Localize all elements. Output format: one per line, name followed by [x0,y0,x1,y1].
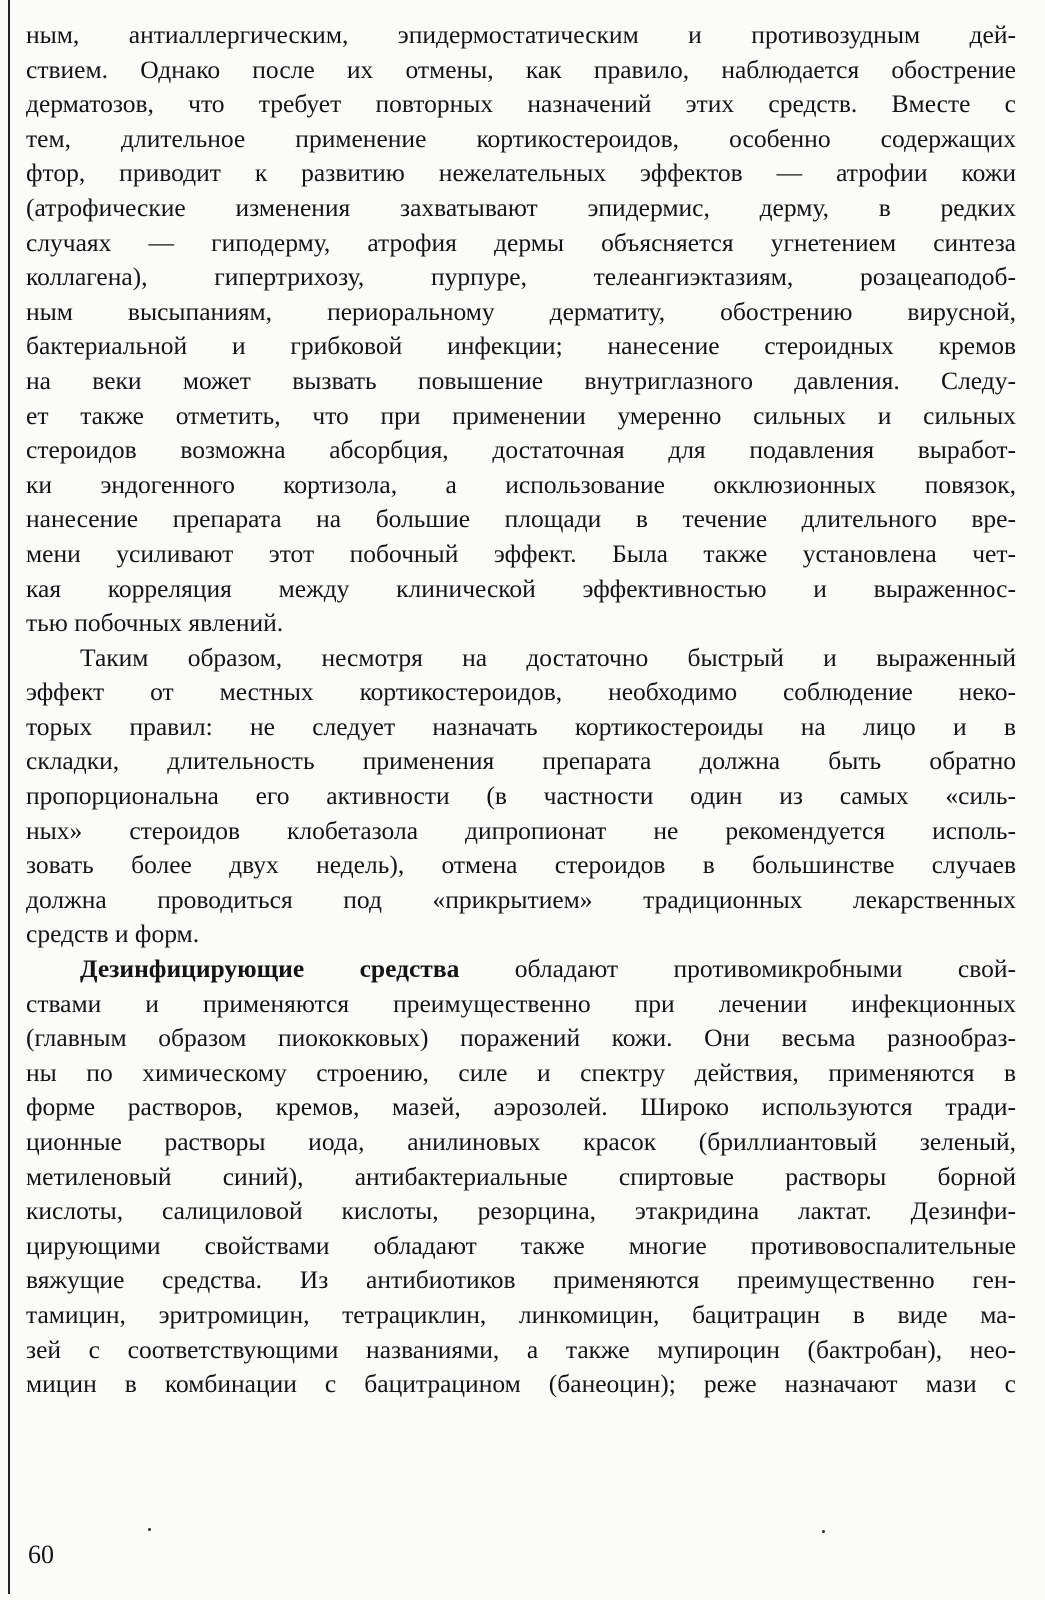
text-line: (главным образом пиококковых) поражений кожи. Они весьма разнообраз- [26,1023,1016,1053]
scan-speck [822,1530,825,1533]
text-line: ет также отметить, что при применении умеренно сильных и сильных [26,400,1016,430]
scan-speck [148,1528,151,1531]
text-line: мени усиливают этот побочный эффект. Была также установлена чет- [26,538,1016,568]
text-line: форме растворов, кремов, мазей, аэрозолей. Широко используются тради- [26,1092,1016,1122]
text-line: зей с соответствующими названиями, а также мупироцин (бактробан), нео- [26,1334,1016,1364]
paragraph-first-line [26,952,1016,987]
text-line: бактериальной и грибковой инфекции; нанесение стероидных кремов [26,331,1016,361]
text-line: дерматозов, что требует повторных назначений этих средств. Вместе с [26,89,1016,119]
text-line: цирующими свойствами обладают также многие противовоспалительные [26,1230,1016,1260]
text-line: нанесение препарата на большие площади в течение длительного вре- [26,504,1016,534]
text-line: торых правил: не следует назначать кортикостероиды на лицо и в [26,711,1016,741]
text-line: ционные растворы иода, анилиновых красок (бриллиантовый зеленый, [26,1127,1016,1156]
text-line: средств и форм. [26,919,200,949]
text-line: кая корреляция между клинической эффективностью и выраженнос- [26,573,1016,603]
text-line: тью побочных явлений. [26,608,284,638]
paragraph-first-line: Таким образом, несмотря на достаточно быстрый и выраженный [80,642,1016,672]
text-line: кислоты, салициловой кислоты, резорцина, этакридина лактат. Дезинфи- [26,1196,1016,1226]
text-line: ствием. Однако после их отмены, как правило, наблюдается обострение [26,54,1016,84]
text-line-rest: обладают противомикробными свой- [514,954,1016,984]
text-line: складки, длительность применения препарата должна быть обратно [26,746,1016,776]
text-line: ных» стероидов клобетазола дипропионат не рекомендуется исполь- [26,815,1016,845]
text-line: метиленовый синий), антибактериальные спиртовые растворы борной [26,1161,1016,1191]
text-line: зовать более двух недель), отмена стероидов в большинстве случаев [26,850,1016,880]
text-line: ны по химическому строению, силе и спектру действия, применяются в [26,1057,1016,1087]
text-line: вяжущие средства. Из антибиотиков применяются преимущественно ген- [26,1265,1016,1295]
text-line: мицин в комбинации с бацитрацином (банеоцин); реже назначают мази с [26,1369,1016,1399]
page-number: 60 [28,1540,54,1569]
text-line: (атрофические изменения захватывают эпидермис, дерму, в редких [26,192,1016,222]
text-line: ствами и применяются преимущественно при лечении инфекционных [26,988,1016,1018]
bold-term: Дезинфицирующие средства [80,954,460,984]
page-edge-line [8,0,10,1594]
body-text [26,18,1016,1402]
text-line: ным высыпаниям, периоральному дерматиту, обострению вирусной, [26,296,1016,326]
text-line: эффект от местных кортикостероидов, необходимо соблюдение неко- [26,677,1016,707]
text-line: ным, антиаллергическим, эпидермостатическим и противозудным дей- [26,20,1016,49]
text-line: стероидов возможна абсорбция, достаточная для подавления выработ- [26,435,1016,465]
text-line: ки эндогенного кортизола, а использование окклюзионных повязок, [26,469,1016,499]
text-line: должна проводиться под «прикрытием» традиционных лекарственных [26,884,1016,914]
text-line: тем, длительное применение кортикостероидов, особенно содержащих [26,123,1016,153]
text-line: фтор, приводит к развитию нежелательных эффектов — атрофии кожи [26,158,1016,188]
text-line: случаях — гиподерму, атрофия дермы объясняется угнетением синтеза [26,227,1016,257]
text-line: коллагена), гипертрихозу, пурпуре, телеангиэктазиям, розацеаподоб- [26,262,1016,292]
text-line: пропорциональна его активности (в частности один из самых «силь- [26,781,1016,811]
text-line: на веки может вызвать повышение внутриглазного давления. Следу- [26,365,1016,395]
text-line: тамицин, эритромицин, тетрациклин, линкомицин, бацитрацин в виде ма- [26,1299,1016,1329]
